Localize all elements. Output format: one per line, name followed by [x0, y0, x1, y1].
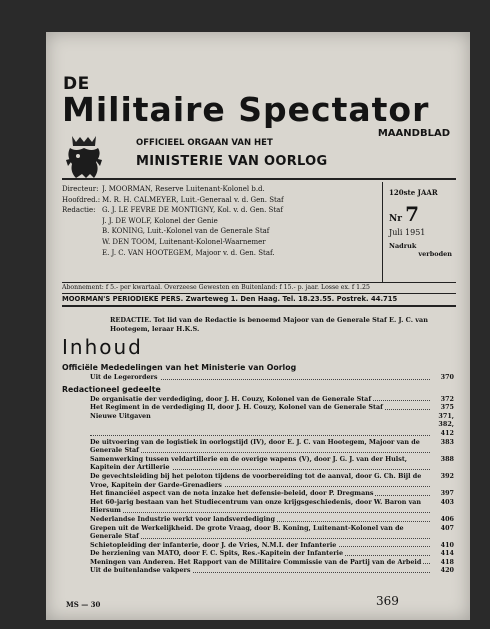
toc-entry: [62, 455, 454, 472]
toc-entry-title: Uit de buitenlandse vakpers: [90, 566, 191, 575]
toc-entry-title-wrap: [90, 566, 430, 575]
organ-label: OFFICIEEL ORGAAN VAN HET: [136, 138, 273, 148]
toc-entry-title-wrap: [90, 498, 430, 515]
toc-entry-page: 370: [440, 373, 454, 381]
year-label: 120ste JAAR: [389, 188, 438, 197]
lion-crest-icon: [64, 134, 104, 180]
publisher-line: MOORMAN'S PERIODIEKE PERS. Zwarteweg 1. Den Haag. Tel. 18.23.55. Postrek. 44.715: [62, 295, 398, 303]
staff-role: [62, 216, 102, 227]
staff-name: B. KONING, Luit.-Kolonel van de Generale Staf: [102, 227, 270, 236]
toc-entry-page: 420: [440, 566, 454, 575]
staff-role: [62, 237, 102, 248]
toc-entry: [62, 566, 454, 575]
toc-entry-title: Meningen van Anderen. Het Rapport van de Militaire Commissie van de Partij van de Arbeid: [90, 557, 422, 566]
reprint-notice-line1: Nadruk: [389, 242, 417, 250]
toc-entry-title: Het financiëel aspect van de nota inzake het defensie-beleid, door P. Dregmans: [90, 489, 374, 498]
toc-entry: [62, 524, 454, 541]
toc-entry: [62, 558, 454, 567]
staff-name: E. J. C. VAN HOOTEGEM, Majoor v. d. Gen. Staf.: [102, 248, 275, 257]
table-of-contents: [62, 360, 454, 575]
toc-entry: [62, 395, 454, 404]
toc-entry-title: Nieuwe Uitgaven: [90, 411, 151, 420]
toc-entry-page: 403: [440, 497, 454, 506]
frequency-label: MAANDBLAD: [377, 128, 450, 139]
toc-entry-page: 375: [440, 403, 454, 412]
issue-number-label: Nr: [389, 214, 402, 224]
toc-entry-page: 372: [440, 394, 454, 403]
staff-row: [62, 237, 380, 248]
issue-date: Juli 1951: [389, 228, 426, 237]
staff-role: Directeur:: [62, 185, 99, 193]
reprint-notice-line2: verboden: [418, 250, 452, 258]
staff-name: G. J. LE FEVRE DE MONTIGNY, Kol. v. d. Gen. Staf: [102, 206, 283, 215]
toc-entry-title: Het Regiment in de verdediging II, door J. H. Couzy, Kolonel van de Generale Staf: [90, 403, 383, 412]
toc-entry-title-wrap: [90, 403, 430, 412]
toc-entry-page: 371, 382, 412: [438, 411, 454, 437]
toc-entry-title: Uit de Legerorders: [90, 373, 158, 381]
toc-entry-page: 407: [440, 523, 454, 532]
issue-number-value: 7: [405, 202, 420, 226]
toc-section-editorial: Redactioneel gedeelte: [62, 384, 161, 394]
staff-name: J. MOORMAN, Reserve Luitenant-Kolonel b.d.: [102, 185, 265, 193]
staff-row: [62, 216, 380, 227]
toc-entry-page: 392: [440, 471, 454, 480]
toc-entry-page: 414: [440, 549, 454, 558]
issue-number: [389, 202, 456, 226]
staff-role: Hoofdred.:: [62, 195, 101, 204]
toc-entry-title-wrap: [90, 549, 430, 558]
toc-entry-title: Nederlandse Industrie werkt voor landsverdediging: [90, 514, 276, 523]
toc-entry-title-wrap: [90, 524, 430, 541]
editorial-notice: REDACTIE. Tot lid van de Redactie is benoemd Majoor van de Generale Staf E. J. C. van Hootegem, leraar H.K.S.: [110, 316, 428, 333]
toc-entry: [62, 541, 454, 550]
toc-entry-title-wrap: [90, 541, 430, 550]
page-number: 369: [376, 594, 399, 608]
publisher-divider: [62, 305, 456, 307]
toc-entry-title-wrap: [90, 515, 430, 524]
toc-entry-title-wrap: [90, 472, 430, 489]
staff-name: M. R. H. CALMEYER, Luit.-Generaal v. d. Gen. Staf: [102, 195, 284, 204]
contents-heading: Inhoud: [62, 335, 143, 359]
toc-entry-title-wrap: [90, 373, 430, 382]
toc-section-editorial-entries: [62, 395, 454, 575]
staff-row: [62, 248, 380, 259]
magazine-page: [46, 32, 470, 620]
staff-row: [62, 226, 380, 237]
toc-entry: [62, 549, 454, 558]
toc-entry-title-wrap: [90, 455, 430, 472]
toc-section-official-entries: [62, 373, 454, 382]
toc-entry-title: De organisatie der verdediging, door J. H. Couzy, Kolonel van de Generale Staf: [90, 394, 372, 403]
toc-entry: [62, 403, 454, 412]
toc-section-official: Officiële Mededelingen van het Ministerie van Oorlog: [62, 363, 297, 372]
toc-entry-page: 388: [440, 454, 454, 463]
staff-name: W. DEN TOOM, Luitenant-Kolonel-Waarnemer: [102, 237, 266, 246]
staff-role: [62, 248, 102, 259]
toc-entry: [62, 438, 454, 455]
signature-mark: MS — 30: [66, 600, 101, 609]
staff-role: [62, 226, 102, 237]
subscription-line: Abonnement: f 5.- per kwartaal. Overzeese Gewesten en Buitenland: f 15.- p. jaar. Losse ex. f 1.25: [62, 284, 370, 291]
toc-entry-page: 383: [440, 437, 454, 446]
toc-entry-title-wrap: [90, 395, 430, 404]
toc-entry: [62, 515, 454, 524]
staff-name: J. J. DE WOLF, Kolonel der Genie: [102, 216, 218, 225]
toc-entry: [62, 412, 454, 438]
toc-entry-title: Samenwerking tussen veldartillerie en de overige wapens (V), door J. G. J. van der Hulst, Kapitein der Artillerie: [90, 454, 408, 472]
toc-entry-title-wrap: [90, 558, 430, 567]
staff-row: [62, 184, 380, 195]
toc-entry-title-wrap: [90, 489, 430, 498]
toc-entry-title: De uitvoering van de logistiek in oorlogstijd (IV), door E. J. C. van Hootegem, Majoor van de Generale Staf: [90, 437, 420, 455]
toc-entry: [62, 472, 454, 489]
toc-entry-title: Schietopleiding der infanterie, door J. de Vries, N.M.I. der Infanterie: [90, 540, 337, 549]
title-prefix: DE: [63, 74, 90, 94]
staff-role: Redactie:: [62, 206, 96, 215]
ministry-label: MINISTERIE VAN OORLOG: [136, 154, 328, 169]
toc-entry-page: 410: [440, 540, 454, 549]
toc-entry-page: 397: [440, 489, 454, 498]
toc-entry-title: Het 60-jarig bestaan van het Studiecentrum van onze krijgsgeschiedenis, door W. Baron van Hiersum: [90, 497, 422, 515]
toc-entry-title: De herziening van MATO, door F. C. Spits, Res.-Kapitein der Infanterie: [90, 549, 344, 558]
toc-entry: [62, 489, 454, 498]
magazine-title: Militaire Spectator: [62, 90, 430, 129]
subscription-divider: [62, 293, 456, 294]
toc-entry: [62, 373, 454, 382]
toc-entry-page: 418: [440, 557, 454, 566]
issue-box: [382, 182, 456, 282]
staff-row: [62, 205, 380, 216]
header-divider: [62, 178, 456, 180]
staff-row: [62, 195, 380, 206]
staff-list: [62, 184, 380, 258]
toc-entry-title-wrap: [90, 438, 430, 455]
toc-entry: [62, 498, 454, 515]
toc-entry-title-wrap: [90, 412, 430, 438]
toc-entry-page: 406: [440, 514, 454, 523]
toc-entry-title: De gevechtsleiding bij het peloton tijdens de voorbereiding tot de aanval, door G. Ch. Bijl de Vroe, Kapitein der Garde-Grenadiers: [90, 471, 422, 489]
toc-entry-title: Grepen uit de Werkelijkheid. De grote Vraag, door B. Koning, Luitenant-Kolonel van de Generale Staf: [90, 523, 404, 541]
staff-divider: [62, 282, 456, 283]
reprint-notice: [389, 242, 456, 258]
